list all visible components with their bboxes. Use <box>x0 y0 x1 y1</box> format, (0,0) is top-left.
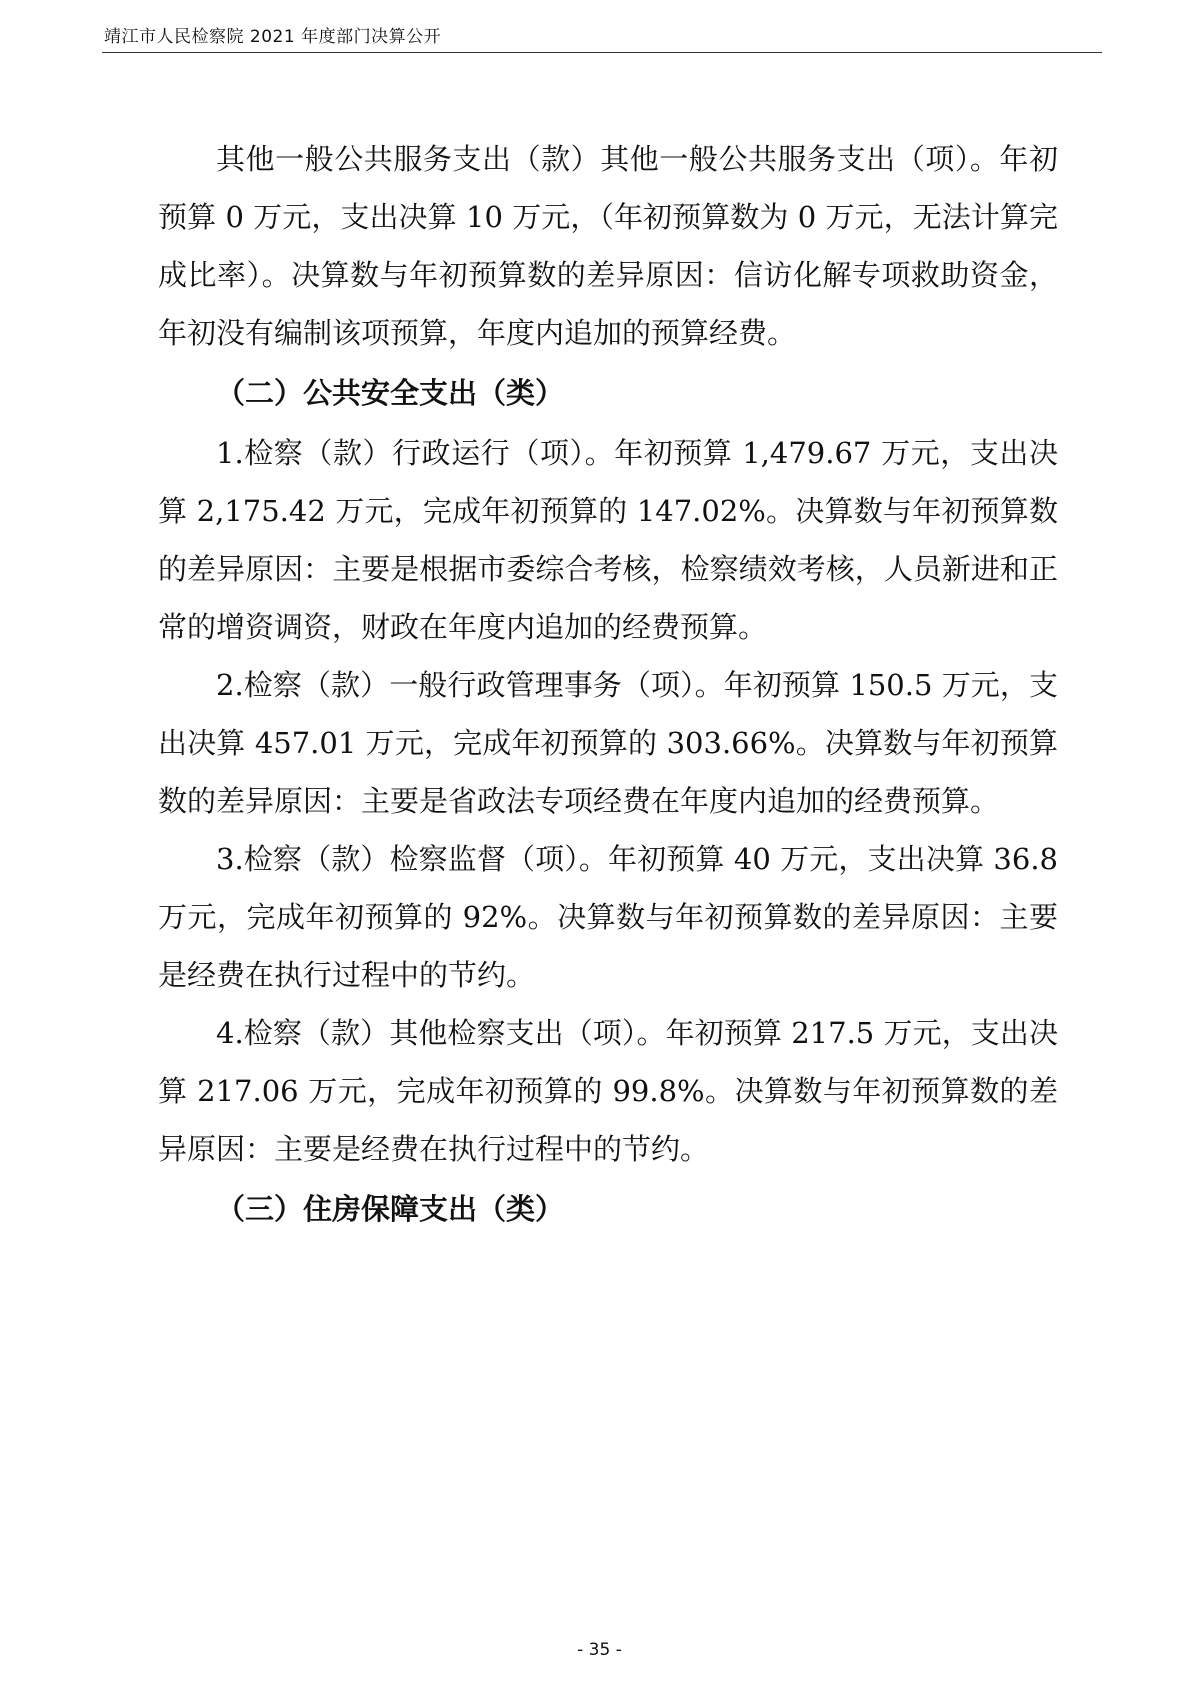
paragraph-item-3-supervision: 3.检察（款）检察监督（项）。年初预算 40 万元，支出决算 36.8 万元，完成年初预算的 92%。决算数与年初预算数的差异原因：主要是经费在执行过程中的节约。 <box>158 842 1058 992</box>
paragraph-item-2-general-admin-affairs: 2.检察（款）一般行政管理事务（项）。年初预算 150.5 万元，支出决算 457.01 万元，完成年初预算的 303.66%。决算数与年初预算数的差异原因：主要是省政法专项经费在年度内追加的经费预算。 <box>158 668 1058 818</box>
section-heading-housing-security: （三）住房保障支出（类） <box>216 1192 565 1226</box>
header-divider <box>102 52 1102 53</box>
document-header-title: 靖江市人民检察院 2021 年度部门决算公开 <box>104 27 442 47</box>
document-body <box>158 130 1058 1240</box>
paragraph-item-4-other-procuratorial: 4.检察（款）其他检察支出（项）。年初预算 217.5 万元，支出决算 217.06 万元，完成年初预算的 99.8%。决算数与年初预算数的差异原因：主要是经费在执行过程中的节约。 <box>158 1016 1058 1166</box>
page-number: - 35 - <box>577 1640 622 1660</box>
section-heading-public-security: （二）公共安全支出（类） <box>216 376 565 410</box>
paragraph-other-public-services: 其他一般公共服务支出（款）其他一般公共服务支出（项）。年初预算 0 万元，支出决算 10 万元，（年初预算数为 0 万元，无法计算完成比率）。决算数与年初预算数的差异原因：信访化解专项救助资金，年初没有编制该项预算，年度内追加的预算经费。 <box>158 142 1058 350</box>
paragraph-item-1-administration: 1.检察（款）行政运行（项）。年初预算 1,479.67 万元，支出决算 2,175.42 万元，完成年初预算的 147.02%。决算数与年初预算数的差异原因：主要是根据市委综合考核，检察绩效考核，人员新进和正常的增资调资，财政在年度内追加的经费预算。 <box>158 436 1058 644</box>
